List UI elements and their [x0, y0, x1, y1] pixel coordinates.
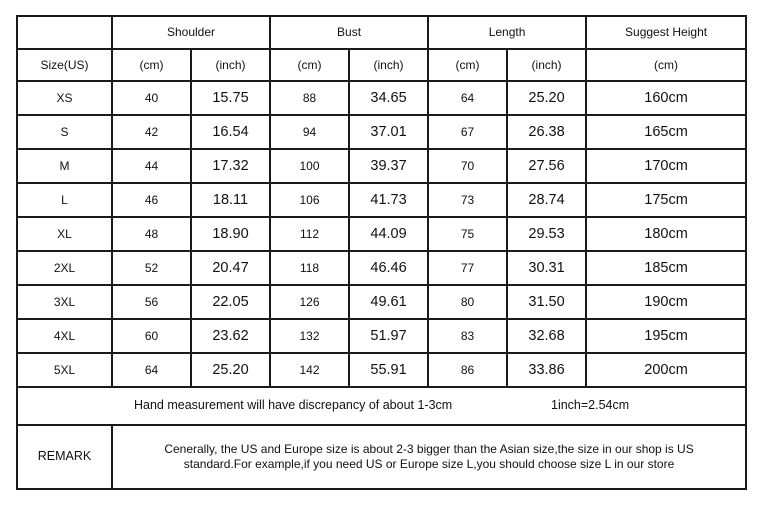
size-chart-table — [16, 15, 747, 490]
unit-length-cm: (cm) — [428, 49, 507, 81]
size-cell: 2XL — [17, 251, 112, 285]
shoulder-cm-cell: 44 — [112, 149, 191, 183]
suggest-height-cell: 175cm — [586, 183, 746, 217]
shoulder-inch-cell: 23.62 — [191, 319, 270, 353]
table-row — [17, 285, 746, 319]
length-cm-cell: 64 — [428, 81, 507, 115]
unit-bust-cm: (cm) — [270, 49, 349, 81]
length-cm-cell: 67 — [428, 115, 507, 149]
suggest-height-cell: 190cm — [586, 285, 746, 319]
size-cell: L — [17, 183, 112, 217]
bust-inch-cell: 34.65 — [349, 81, 428, 115]
length-inch-cell: 30.31 — [507, 251, 586, 285]
bust-cm-cell: 126 — [270, 285, 349, 319]
suggest-height-cell: 180cm — [586, 217, 746, 251]
length-inch-cell: 29.53 — [507, 217, 586, 251]
shoulder-cm-cell: 64 — [112, 353, 191, 387]
table-row — [17, 251, 746, 285]
length-cm-cell: 70 — [428, 149, 507, 183]
length-cm-cell: 73 — [428, 183, 507, 217]
bust-cm-cell: 118 — [270, 251, 349, 285]
note-cell — [17, 387, 746, 425]
shoulder-cm-cell: 40 — [112, 81, 191, 115]
bust-inch-cell: 51.97 — [349, 319, 428, 353]
shoulder-inch-cell: 16.54 — [191, 115, 270, 149]
suggest-height-cell: 200cm — [586, 353, 746, 387]
shoulder-inch-cell: 20.47 — [191, 251, 270, 285]
shoulder-cm-cell: 46 — [112, 183, 191, 217]
shoulder-inch-cell: 25.20 — [191, 353, 270, 387]
size-cell: 5XL — [17, 353, 112, 387]
note-row — [17, 387, 746, 425]
length-inch-cell: 27.56 — [507, 149, 586, 183]
length-cm-cell: 75 — [428, 217, 507, 251]
header-length: Length — [428, 16, 586, 49]
length-inch-cell: 32.68 — [507, 319, 586, 353]
length-cm-cell: 83 — [428, 319, 507, 353]
table-row — [17, 353, 746, 387]
remark-label: REMARK — [17, 425, 112, 489]
suggest-height-cell: 185cm — [586, 251, 746, 285]
length-inch-cell: 28.74 — [507, 183, 586, 217]
shoulder-inch-cell: 18.90 — [191, 217, 270, 251]
table-row — [17, 183, 746, 217]
bust-inch-cell: 49.61 — [349, 285, 428, 319]
unit-shoulder-cm: (cm) — [112, 49, 191, 81]
length-inch-cell: 25.20 — [507, 81, 586, 115]
header-shoulder: Shoulder — [112, 16, 270, 49]
bust-inch-cell: 39.37 — [349, 149, 428, 183]
shoulder-cm-cell: 48 — [112, 217, 191, 251]
unit-shoulder-inch: (inch) — [191, 49, 270, 81]
header-suggest-height: Suggest Height — [586, 16, 746, 49]
unit-length-inch: (inch) — [507, 49, 586, 81]
remark-row — [17, 425, 746, 489]
length-inch-cell: 33.86 — [507, 353, 586, 387]
shoulder-cm-cell: 60 — [112, 319, 191, 353]
shoulder-cm-cell: 42 — [112, 115, 191, 149]
conversion-note: 1inch=2.54cm — [551, 398, 630, 412]
bust-cm-cell: 94 — [270, 115, 349, 149]
bust-cm-cell: 88 — [270, 81, 349, 115]
size-cell: M — [17, 149, 112, 183]
remark-text — [112, 425, 746, 489]
bust-inch-cell: 46.46 — [349, 251, 428, 285]
bust-inch-cell: 55.91 — [349, 353, 428, 387]
bust-inch-cell: 41.73 — [349, 183, 428, 217]
suggest-height-cell: 160cm — [586, 81, 746, 115]
bust-cm-cell: 142 — [270, 353, 349, 387]
remark-line-1: Cenerally, the US and Europe size is about 2-3 bigger than the Asian size,the size in our shop is US — [164, 442, 694, 456]
discrepancy-note: Hand measurement will have discrepancy of about 1-3cm — [134, 398, 453, 412]
shoulder-cm-cell: 52 — [112, 251, 191, 285]
remark-line-2: standard.For example,if you need US or Europe size L,you should choose size L in our store — [183, 457, 675, 471]
shoulder-inch-cell: 17.32 — [191, 149, 270, 183]
shoulder-inch-cell: 18.11 — [191, 183, 270, 217]
bust-inch-cell: 37.01 — [349, 115, 428, 149]
suggest-height-cell: 195cm — [586, 319, 746, 353]
length-cm-cell: 80 — [428, 285, 507, 319]
unit-height-cm: (cm) — [586, 49, 746, 81]
length-inch-cell: 31.50 — [507, 285, 586, 319]
unit-row — [17, 49, 746, 81]
suggest-height-cell: 170cm — [586, 149, 746, 183]
bust-inch-cell: 44.09 — [349, 217, 428, 251]
size-cell: 3XL — [17, 285, 112, 319]
shoulder-cm-cell: 56 — [112, 285, 191, 319]
table-row — [17, 81, 746, 115]
unit-bust-inch: (inch) — [349, 49, 428, 81]
table-row — [17, 149, 746, 183]
table-row — [17, 217, 746, 251]
length-inch-cell: 26.38 — [507, 115, 586, 149]
table-row — [17, 319, 746, 353]
bust-cm-cell: 132 — [270, 319, 349, 353]
header-empty-cell — [17, 16, 112, 49]
header-row — [17, 16, 746, 49]
length-cm-cell: 77 — [428, 251, 507, 285]
shoulder-inch-cell: 22.05 — [191, 285, 270, 319]
unit-size: Size(US) — [17, 49, 112, 81]
header-bust: Bust — [270, 16, 428, 49]
table-row — [17, 115, 746, 149]
bust-cm-cell: 106 — [270, 183, 349, 217]
bust-cm-cell: 112 — [270, 217, 349, 251]
length-cm-cell: 86 — [428, 353, 507, 387]
bust-cm-cell: 100 — [270, 149, 349, 183]
suggest-height-cell: 165cm — [586, 115, 746, 149]
size-cell: S — [17, 115, 112, 149]
size-cell: XS — [17, 81, 112, 115]
shoulder-inch-cell: 15.75 — [191, 81, 270, 115]
size-cell: 4XL — [17, 319, 112, 353]
size-cell: XL — [17, 217, 112, 251]
